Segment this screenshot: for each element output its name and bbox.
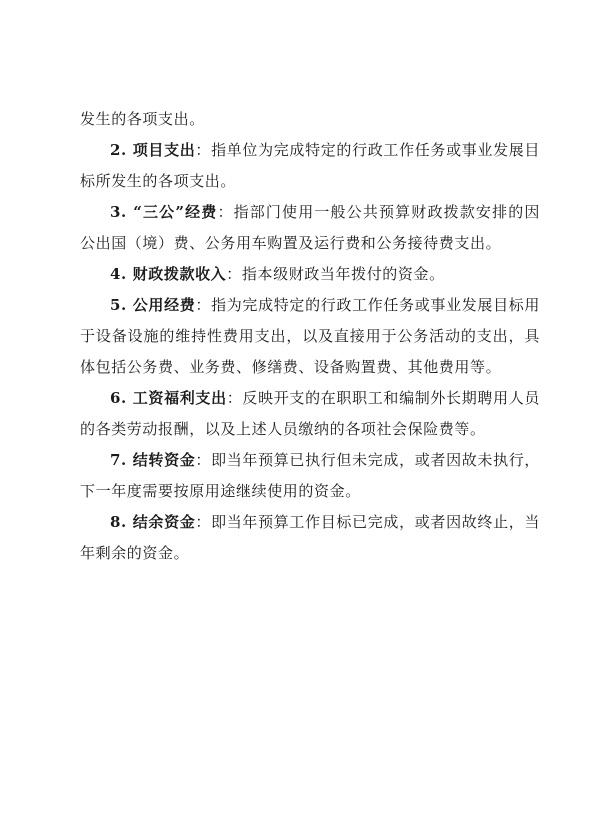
paragraph-text: ：即当年预算工作目标已完成，或者因故终止，当年剩余的资金。 (80, 513, 540, 562)
paragraph-wage-welfare-expenditure (80, 383, 540, 445)
paragraph-text: ：即当年预算已执行但未完成，或者因故未执行，下一年度需要按原用途继续使用的资金。 (80, 451, 540, 500)
paragraph-surplus-funds (80, 507, 540, 569)
paragraph-text: ：指部门使用一般公共预算财政拨款安排的因公出国（境）费、公务用车购置及运行费和公务接待费支出。 (80, 203, 540, 252)
term-label: 2. 项目支出 (110, 141, 196, 159)
term-label: 8. 结余资金 (110, 513, 196, 531)
term-label: 3. “三公”经费 (110, 203, 218, 221)
paragraph-three-public-expenses (80, 197, 540, 259)
term-label: 4. 财政拨款收入 (110, 265, 227, 283)
term-label: 5. 公用经费 (110, 296, 196, 314)
paragraph-text: ：指单位为完成特定的行政工作任务或事业发展目标所发生的各项支出。 (80, 141, 540, 190)
paragraph-text: 发生的各项支出。 (80, 110, 205, 128)
paragraph-text: ：指本级财政当年拨付的资金。 (226, 265, 445, 283)
paragraph-text: ：指为完成特定的行政工作任务或事业发展目标用于设备设施的维持性费用支出，以及直接用于公务活动的支出，具体包括公务费、业务费、修缮费、设备购置费、其他费用等。 (80, 296, 540, 376)
paragraph-project-expenditure (80, 135, 540, 197)
document-body (80, 104, 540, 569)
paragraph-continuation (80, 104, 540, 135)
paragraph-public-funds (80, 290, 540, 383)
paragraph-carryover-funds (80, 445, 540, 507)
paragraph-fiscal-appropriation-income (80, 259, 540, 290)
paragraph-text: ：反映开支的在职职工和编制外长期聘用人员的各类劳动报酬，以及上述人员缴纳的各项社会保险费等。 (80, 389, 540, 438)
term-label: 6. 工资福利支出 (110, 389, 227, 407)
term-label: 7. 结转资金 (110, 451, 196, 469)
